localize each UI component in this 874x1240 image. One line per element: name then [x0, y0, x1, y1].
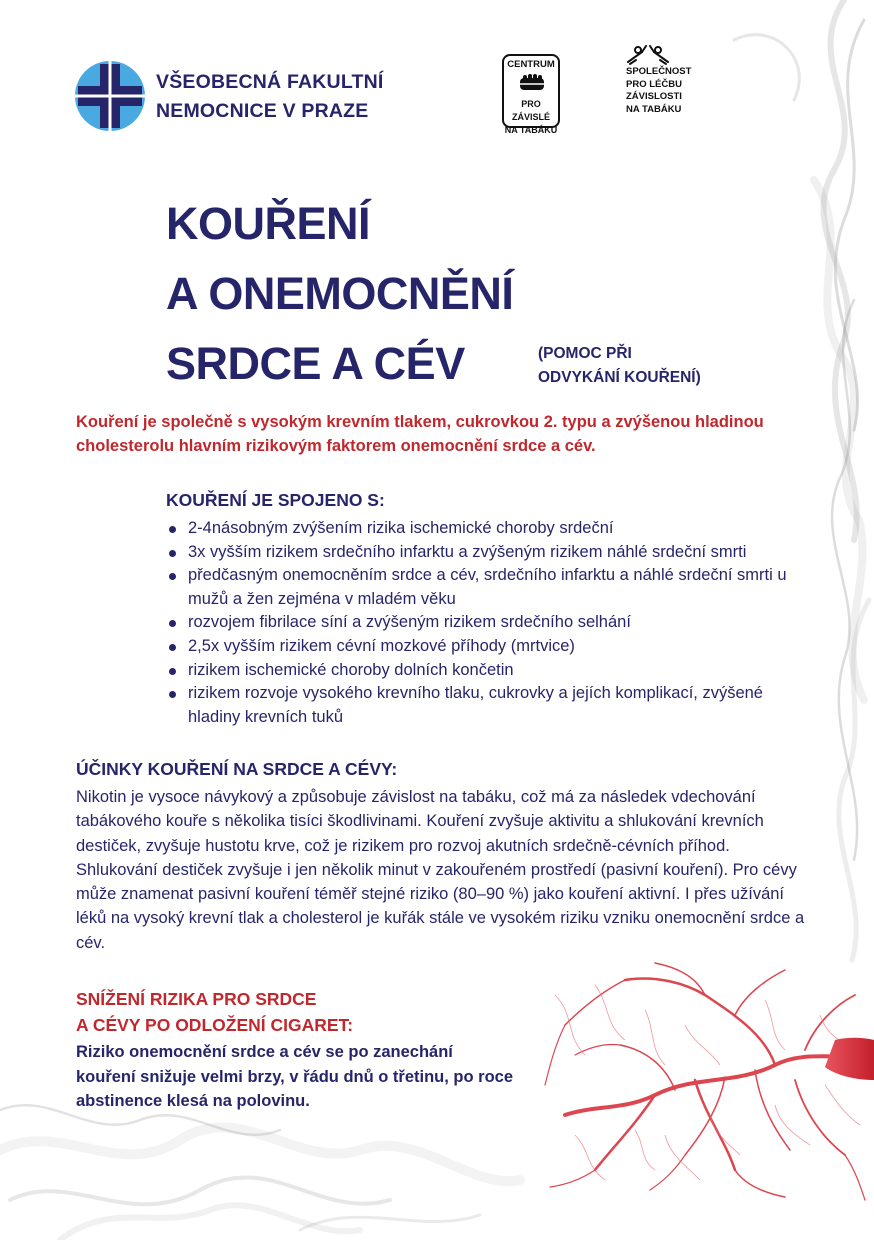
- spolecnost-logo: [618, 40, 692, 128]
- section3-heading: SNÍŽENÍ RIZIKA PRO SRDCE A CÉVY PO ODLOŽENÍ CIGARET:: [76, 989, 354, 1035]
- list-item: předčasným onemocněním srdce a cév, srdečního infarktu a náhlé srdeční smrti u mužů a žen zejména v mladém věku: [166, 564, 806, 611]
- broken-cigarette-icon: [624, 42, 672, 66]
- risk-list: [166, 517, 806, 729]
- hospital-name-line1: VŠEOBECNÁ FAKULTNÍ: [156, 71, 384, 93]
- section1-heading: KOUŘENÍ JE SPOJENO S:: [166, 490, 385, 510]
- section3-body: Riziko onemocnění srdce a cév se po zanechání kouření snižuje velmi brzy, v řádu dnů o třetinu, po roce abstinence klesá na polovinu.: [76, 1043, 514, 1110]
- centrum-logo-bottom: PRO ZÁVISLÉ NA TABÁKU: [504, 99, 558, 135]
- centrum-logo-top: CENTRUM: [507, 59, 555, 70]
- title-line3: SRDCE A CÉV: [166, 338, 465, 389]
- list-item: 2,5x vyšším rizikem cévní mozkové příhody (mrtvice): [166, 635, 806, 659]
- title-line1: KOUŘENÍ: [166, 198, 371, 249]
- blood-vessels-illustration: [535, 955, 874, 1205]
- intro-text: Kouření je společně s vysokým krevním tlakem, cukrovkou 2. typu a zvýšenou hladinou cholesterolu hlavním rizikovým faktorem onemocnění srdce a cév.: [76, 413, 764, 455]
- hospital-logo-icon: [74, 60, 146, 132]
- fist-icon: [518, 73, 546, 93]
- list-item: 3x vyšším rizikem srdečního infarktu a zvýšeným rizikem náhlé srdeční smrti: [166, 541, 806, 565]
- list-item: 2-4násobným zvýšením rizika ischemické choroby srdeční: [166, 517, 806, 541]
- list-item: rizikem ischemické choroby dolních končetin: [166, 659, 806, 683]
- centrum-logo: [502, 54, 560, 135]
- section2-body: Nikotin je vysoce návykový a způsobuje závislost na tabáku, což má za následek vdechování tabákového kouře s několika tisíci škodlivinami. Kouření zvyšuje aktivitu a shlukování krevních destiček, zvyšuje hustotu krve, což je rizikem pro rozvoj akutních srdečně-cévních příhod. Shlukování destiček zvyšuje i jen několik minut v zakouřeném prostředí (pasivní kouření). Pro cévy může znamenat pasivní kouření téměř stejné riziko (80–90 %) jako kouření aktivní. I přes užívání léků na vysoký krevní tlak a cholesterol je kuřák stále ve vysokém riziku vzniku onemocnění srdce a cév.: [76, 788, 805, 952]
- hospital-name-line2: NEMOCNICE V PRAZE: [156, 100, 369, 122]
- title-line2: A ONEMOCNĚNÍ: [166, 268, 514, 319]
- subtitle: (POMOC PŘI ODVYKÁNÍ KOUŘENÍ): [538, 345, 701, 386]
- spolecnost-logo-text: SPOLEČNOST PRO LÉČBU ZÁVISLOSTI NA TABÁKU: [626, 66, 692, 115]
- section2-heading: ÚČINKY KOUŘENÍ NA SRDCE A CÉVY:: [76, 759, 398, 779]
- list-item: rizikem rozvoje vysokého krevního tlaku, cukrovky a jejích komplikací, zvýšené hladiny krevních tuků: [166, 682, 806, 729]
- hospital-name: [156, 68, 384, 126]
- list-item: rozvojem fibrilace síní a zvýšeným rizikem srdečního selhání: [166, 611, 806, 635]
